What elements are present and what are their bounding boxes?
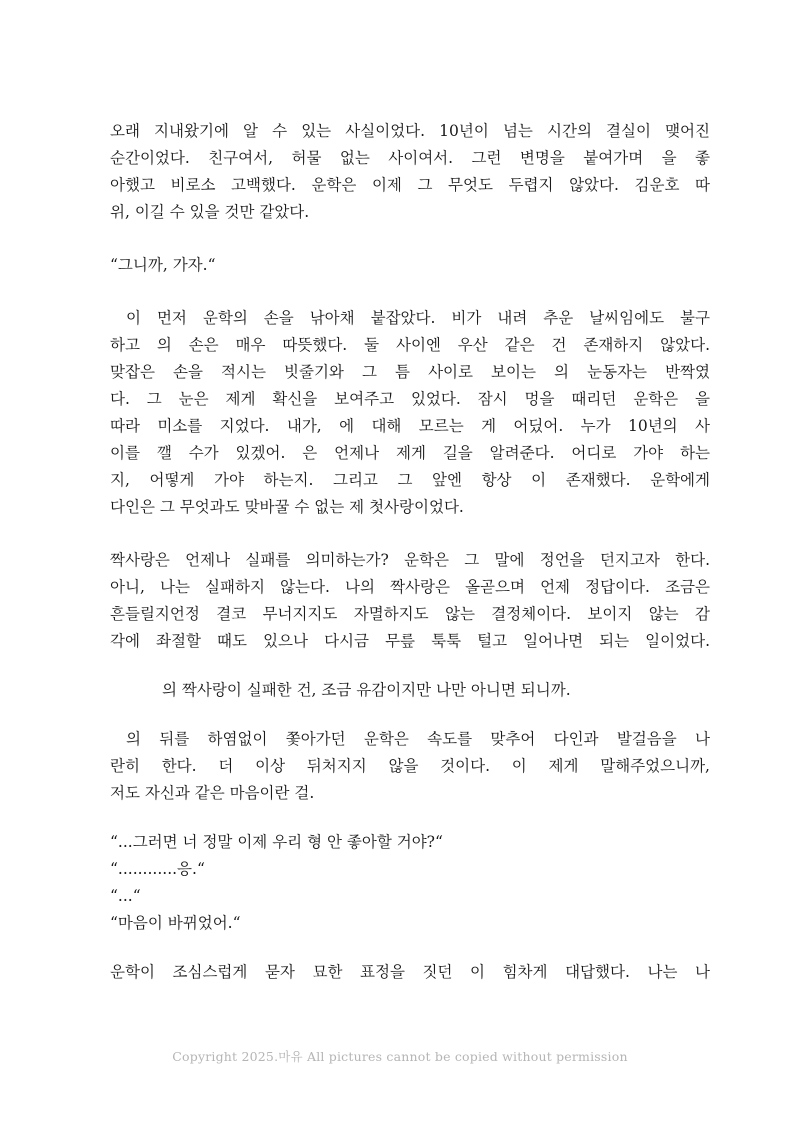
text-line: 이를 깰 수가 있겠어. 은 언제나 제게 길을 알려준다. 어디로 가야 하는 — [110, 444, 710, 462]
text-line: 오래 지내왔기에 알 수 있는 사실이었다. 10년이 넘는 시간의 결실이 맺어진 — [110, 122, 710, 140]
text-line: 지, 어떻게 가야 하는지. 그리고 그 앞엔 항상 이 존재했다. 운학에게 — [110, 471, 710, 489]
paragraph-7 — [110, 959, 710, 986]
text-line: 짝사랑은 언제나 실패를 의미하는가? 운학은 그 말에 정언을 던지고자 한다. — [110, 551, 710, 569]
text-line: 하고 의 손은 매우 따뜻했다. 둘 사이엔 우산 같은 건 존재하지 않았다. — [110, 336, 710, 354]
text-line: 저도 자신과 같은 마음이란 걸. — [110, 784, 315, 802]
paragraph-1 — [110, 118, 710, 226]
text-line: 다인은 그 무엇과도 맞바꿀 수 없는 제 첫사랑이었다. — [110, 498, 464, 516]
text-line: 란히 한다. 더 이상 뒤처지지 않을 것이다. 이 제게 말해주었으니까, — [110, 757, 710, 775]
paragraph-6 — [110, 726, 710, 807]
text-line: 맞잡은 손을 적시는 빗줄기와 그 틈 사이로 보이는 의 눈동자는 반짝였 — [110, 363, 710, 381]
paragraph-4 — [110, 547, 710, 655]
dialogue-block — [110, 829, 710, 937]
dialogue-line: “...그러면 너 정말 이제 우리 형 안 좋아할 거야?“ — [110, 833, 443, 851]
dialogue-line: “............응.“ — [110, 860, 205, 878]
paragraph-2 — [110, 252, 710, 279]
text-line: 따라 미소를 지었다. 내가, 에 대해 모르는 게 어딨어. 누가 10년의 사 — [110, 417, 710, 435]
text-line: 운학이 조심스럽게 묻자 묘한 표정을 짓던 이 힘차게 대답했다. 나는 나 — [110, 963, 710, 981]
text-line: 아했고 비로소 고백했다. 운학은 이제 그 무엇도 두렵지 않았다. 김운호 따 — [110, 176, 710, 194]
dialogue-line: “그니까, 가자.“ — [110, 256, 216, 274]
paragraph-3 — [110, 305, 710, 521]
story-body — [110, 118, 710, 986]
text-line: 각에 좌절할 때도 있으나 다시금 무릎 툭툭 털고 일어나면 되는 일이었다. — [110, 632, 710, 650]
dialogue-line: “...“ — [110, 887, 141, 905]
text-line: 아니, 나는 실패하지 않는다. 나의 짝사랑은 올곧으며 언제 정답이다. 조금은 — [110, 578, 710, 596]
text-line: 흔들릴지언정 결코 무너지지도 자멸하지도 않는 결정체이다. 보이지 않는 감 — [110, 605, 710, 623]
paragraph-5 — [110, 677, 710, 704]
text-line: 이 먼저 운학의 손을 낚아채 붙잡았다. 비가 내려 추운 날씨임에도 불구 — [126, 309, 710, 327]
text-line: 다. 그 눈은 제게 확신을 보여주고 있었다. 잠시 멍을 때리던 운학은 을 — [110, 390, 710, 408]
text-line: 위, 이길 수 있을 것만 같았다. — [110, 203, 310, 221]
text-line: 의 짝사랑이 실패한 건, 조금 유감이지만 나만 아니면 되니까. — [162, 681, 571, 699]
text-line: 의 뒤를 하염없이 쫓아가던 운학은 속도를 맞추어 다인과 발걸음을 나 — [126, 730, 710, 748]
dialogue-line: “마음이 바뀌었어.“ — [110, 914, 241, 932]
text-line: 순간이었다. 친구여서, 허물 없는 사이여서. 그런 변명을 붙여가며 을 좋 — [110, 149, 710, 167]
copyright-footer: Copyright 2025.마유 All pictures cannot be copied without permission — [172, 1049, 628, 1064]
